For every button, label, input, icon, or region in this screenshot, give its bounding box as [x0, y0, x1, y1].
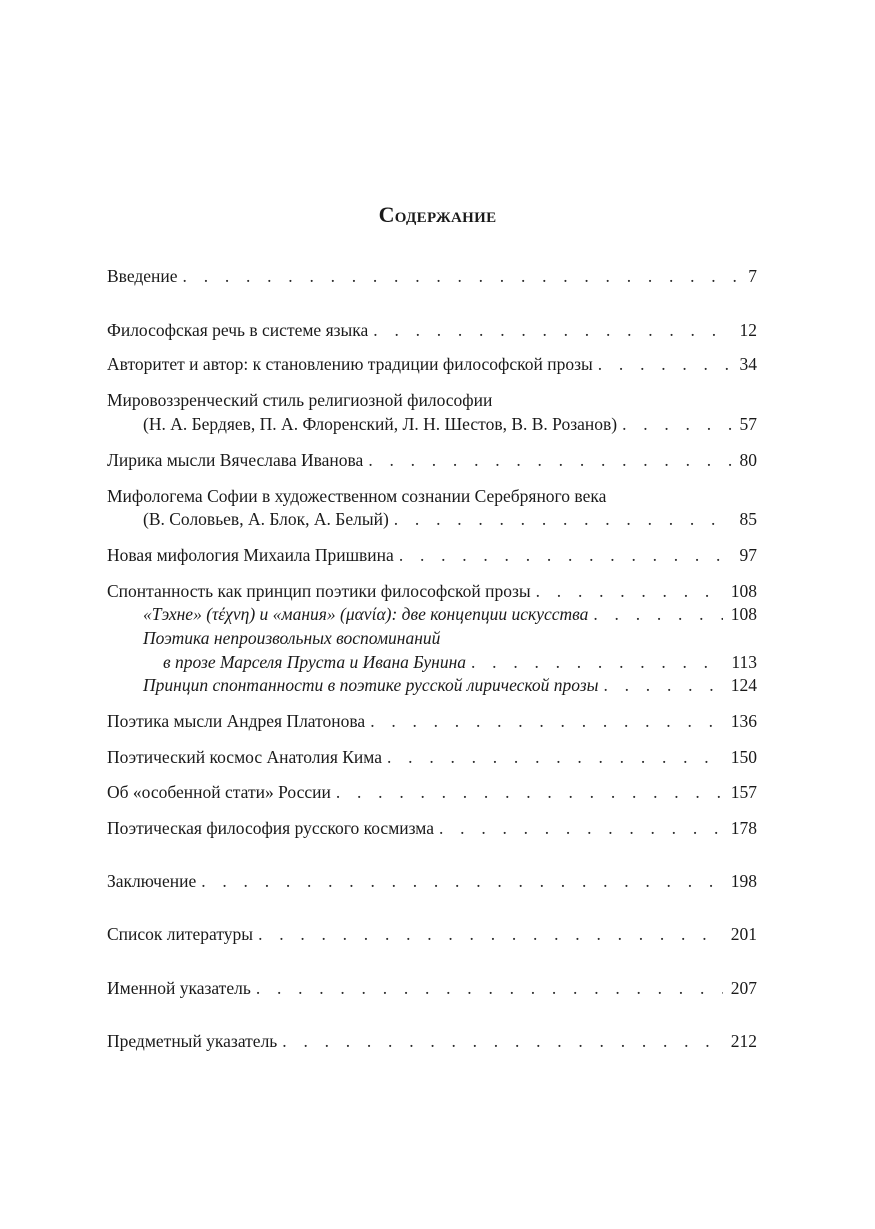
- toc-entry-title: Заключение: [107, 871, 197, 891]
- toc-entry-page: 57: [739, 414, 757, 434]
- toc-entry-title: (В. Соловьев, А. Блок, А. Белый): [143, 509, 389, 529]
- toc-entry[interactable]: [107, 448, 757, 472]
- toc-subentry[interactable]: [143, 602, 757, 626]
- dot-leader: [368, 318, 731, 342]
- toc-subentry[interactable]: [143, 673, 757, 697]
- toc-entry-introduction[interactable]: [107, 264, 757, 288]
- toc-entry-page: 7: [748, 266, 757, 286]
- dot-leader: [363, 448, 731, 472]
- toc-entry[interactable]: [107, 745, 757, 769]
- toc-entry-continuation[interactable]: [143, 507, 757, 531]
- toc-entry[interactable]: [107, 543, 757, 567]
- toc-entry-title: Поэтика непроизвольных воспоминаний: [143, 628, 441, 648]
- dot-leader: [331, 780, 723, 804]
- toc-entry-page: 157: [730, 782, 757, 802]
- toc-entry-page: 97: [739, 545, 757, 565]
- toc-entry-title: «Тэхне» (τέχνη) и «мания» (μανία): две концепции искусства: [143, 604, 589, 624]
- toc-entry-title: Философская речь в системе языка: [107, 320, 369, 340]
- toc-entry-title: Поэтическая философия русского космизма: [107, 818, 435, 838]
- toc-entry-bibliography[interactable]: [107, 922, 757, 946]
- toc-entry[interactable]: [107, 579, 757, 603]
- dot-leader: [593, 352, 732, 376]
- toc-entry-title: Предметный указатель: [107, 1031, 278, 1051]
- toc-entry[interactable]: [107, 352, 757, 376]
- toc-entry[interactable]: [107, 484, 757, 508]
- toc-entry-title: Авторитет и автор: к становлению традиции философской прозы: [107, 354, 593, 374]
- toc-entry-page: 207: [730, 978, 757, 998]
- dot-leader: [382, 745, 723, 769]
- toc-entry-title: Спонтанность как принцип поэтики философской прозы: [107, 581, 531, 601]
- dot-leader: [389, 507, 732, 531]
- toc-entry-page: 136: [730, 711, 757, 731]
- page-title: Содержание: [378, 202, 497, 227]
- toc-entry-subject-index[interactable]: [107, 1029, 757, 1053]
- toc-entry-title: Мифологема Софии в художественном сознании Серебряного века: [107, 486, 607, 506]
- dot-leader: [365, 709, 723, 733]
- toc-entry-title: Об «особенной стати» России: [107, 782, 331, 802]
- toc-entry-page: 108: [730, 604, 757, 624]
- toc-entry-page: 212: [730, 1031, 757, 1051]
- toc-entry[interactable]: [107, 318, 757, 342]
- toc-entry[interactable]: [107, 780, 757, 804]
- toc-entry-title: Введение: [107, 266, 178, 286]
- toc-entry-page: 34: [739, 354, 757, 374]
- dot-leader: [253, 922, 723, 946]
- toc-entry-page: 150: [730, 747, 757, 767]
- toc-subentry[interactable]: [143, 626, 757, 650]
- toc-entry-title: Поэтический космос Анатолия Кима: [107, 747, 383, 767]
- dot-leader: [599, 673, 723, 697]
- dot-leader: [277, 1029, 722, 1053]
- toc-entry-page: 124: [730, 675, 757, 695]
- toc-entry-title: Поэтика мысли Андрея Платонова: [107, 711, 366, 731]
- toc-entry[interactable]: [107, 816, 757, 840]
- toc-entry-title: (Н. А. Бердяев, П. А. Флоренский, Л. Н. Шестов, В. В. Розанов): [143, 414, 618, 434]
- toc-subentry-continuation[interactable]: [163, 650, 757, 674]
- dot-leader: [178, 264, 741, 288]
- toc-entry-title: Список литературы: [107, 924, 254, 944]
- toc-entry-title: Новая мифология Михаила Пришвина: [107, 545, 394, 565]
- toc-entry-page: 12: [739, 320, 757, 340]
- dot-leader: [251, 976, 723, 1000]
- toc-entry-page: 178: [730, 818, 757, 838]
- dot-leader: [588, 602, 722, 626]
- toc-entry-name-index[interactable]: [107, 976, 757, 1000]
- toc-entry-continuation[interactable]: [143, 412, 757, 436]
- dot-leader: [531, 579, 723, 603]
- dot-leader: [394, 543, 732, 567]
- toc-entry-page: 113: [731, 652, 757, 672]
- toc-entry[interactable]: [107, 709, 757, 733]
- toc-entry-page: 108: [730, 581, 757, 601]
- dot-leader: [434, 816, 723, 840]
- toc-entry-title: Лирика мысли Вячеслава Иванова: [107, 450, 364, 470]
- dot-leader: [196, 869, 723, 893]
- toc-entry-page: 85: [739, 509, 757, 529]
- toc-entry-page: 198: [730, 871, 757, 891]
- dot-leader: [617, 412, 731, 436]
- toc-entry-title: Именной указатель: [107, 978, 251, 998]
- toc-entry-page: 80: [739, 450, 757, 470]
- toc-entry-page: 201: [730, 924, 757, 944]
- toc-entry-title: Принцип спонтанности в поэтике русской лирической прозы: [143, 675, 599, 695]
- toc-entry-title: в прозе Марселя Пруста и Ивана Бунина: [163, 652, 467, 672]
- toc-entry[interactable]: [107, 388, 757, 412]
- dot-leader: [466, 650, 723, 674]
- toc-entry-conclusion[interactable]: [107, 869, 757, 893]
- toc-entry-title: Мировоззренческий стиль религиозной философии: [107, 390, 493, 410]
